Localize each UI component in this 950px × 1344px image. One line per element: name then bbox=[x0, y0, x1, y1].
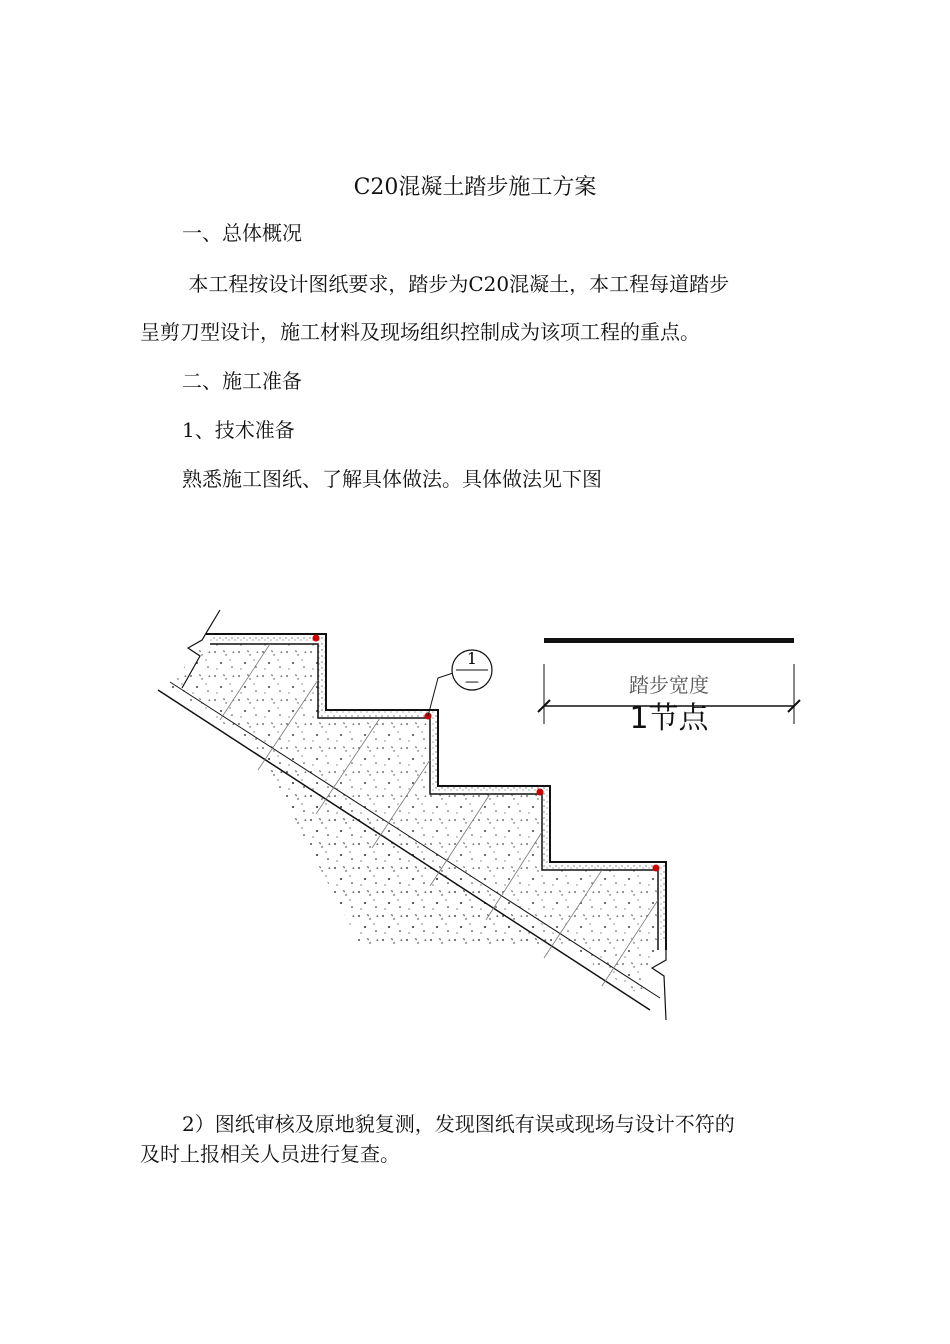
section-heading-preparation: 二、施工准备 bbox=[182, 369, 302, 393]
nosing-marker bbox=[313, 635, 320, 642]
node-label: 1节点 bbox=[629, 701, 709, 736]
section-heading-overview: 一、总体概况 bbox=[182, 221, 302, 245]
nosing-marker bbox=[537, 789, 544, 796]
nosing-marker bbox=[653, 865, 660, 872]
dimension-bar bbox=[544, 638, 794, 643]
paragraph-line: 及时上报相关人员进行复查。 bbox=[140, 1142, 400, 1166]
paragraph-line: 2）图纸审核及原地貌复测，发现图纸有误或现场与设计不符的 bbox=[182, 1112, 735, 1136]
page-title: C20混凝土踏步施工方案 bbox=[353, 175, 597, 200]
callout-number: 1 bbox=[466, 649, 478, 668]
callout-sub: — bbox=[465, 674, 479, 690]
subsection-heading-technical: 1、技术准备 bbox=[182, 418, 295, 442]
paragraph-line: 本工程按设计图纸要求，踏步为C20混凝土，本工程每道踏步 bbox=[182, 272, 730, 296]
stair-section-drawing bbox=[140, 600, 820, 1020]
paragraph-line: 熟悉施工图纸、了解具体做法。具体做法见下图 bbox=[182, 467, 602, 491]
paragraph-line: 呈剪刀型设计，施工材料及现场组织控制成为该项工程的重点。 bbox=[140, 320, 700, 344]
dimension-label: 踏步宽度 bbox=[629, 673, 709, 697]
